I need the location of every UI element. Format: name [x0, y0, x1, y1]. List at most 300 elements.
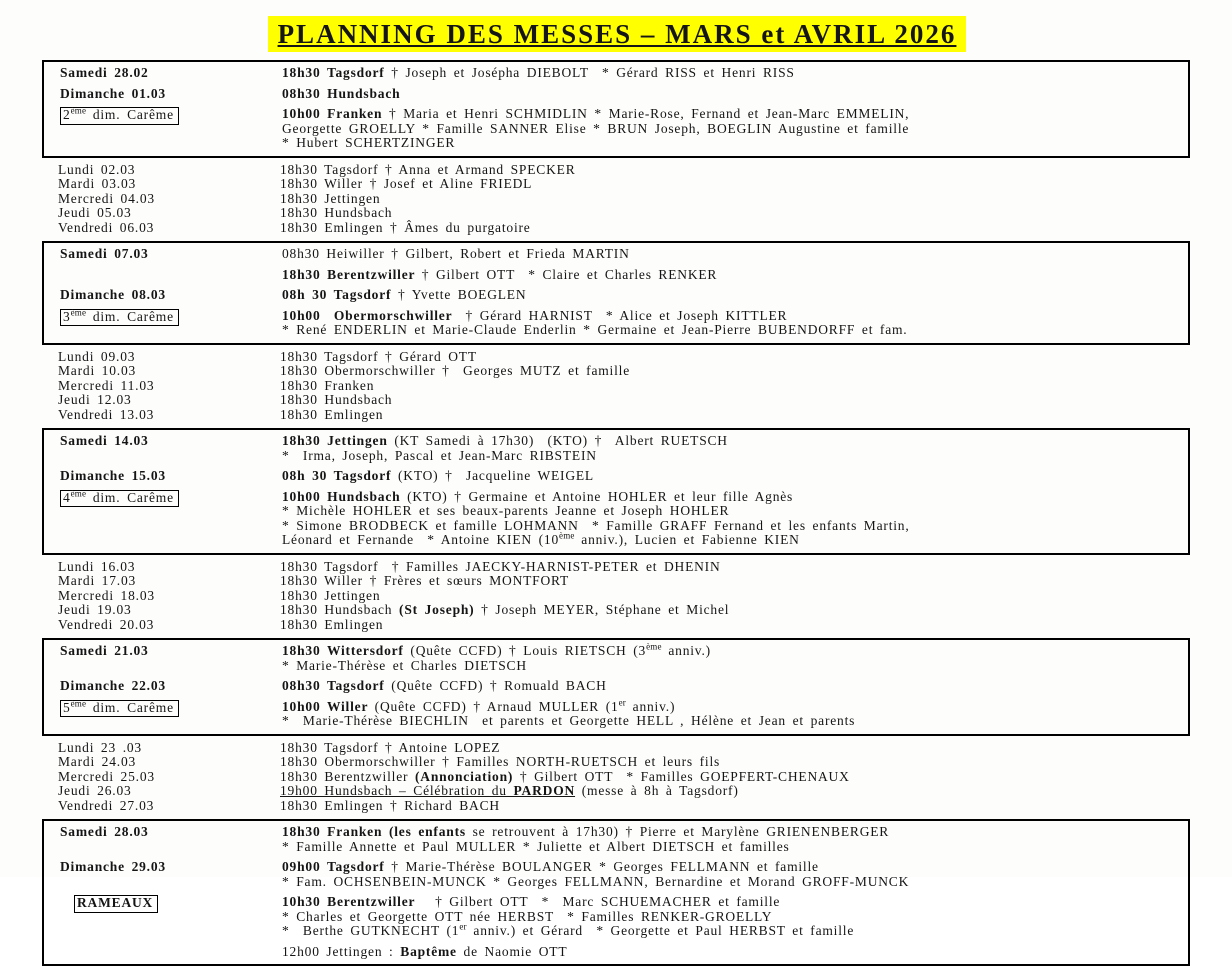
mass-line: [282, 714, 1180, 729]
mass-line: [280, 393, 1182, 408]
mass-line: [280, 221, 1182, 236]
mass-line: [282, 641, 1180, 659]
text-span: er: [618, 697, 626, 707]
text-span: anniv.), Lucien et Fabienne KIEN: [574, 532, 800, 547]
date-label: [58, 755, 280, 770]
date-label: [60, 247, 282, 262]
schedule-row: [58, 221, 1182, 236]
text-span: Dimanche 22.03: [60, 678, 166, 693]
mass-details: [280, 784, 1182, 799]
text-span: † Gérard HARNIST * Alice et Joseph KITTLER: [458, 307, 788, 323]
text-span: 18h30 Jettingen: [282, 433, 395, 448]
mass-details: [282, 268, 1180, 283]
mass-details: [280, 603, 1182, 618]
mass-details: [280, 408, 1182, 423]
date-label-text: [60, 309, 179, 327]
text-span: Samedi 07.03: [60, 246, 149, 261]
schedule-row: [60, 641, 1180, 673]
text-span: ème: [559, 530, 575, 541]
mass-details: [280, 192, 1182, 207]
text-span: Samedi 28.02: [60, 65, 149, 80]
mass-details: [280, 221, 1182, 236]
mass-details: [280, 350, 1182, 365]
text-span: * René ENDERLIN et Marie-Claude Enderlin * Germaine et Jean-Pierre BUBENDORFF et fam.: [282, 322, 908, 337]
text-span: 18h30 Tagsdorf † Antoine LOPEZ: [280, 739, 501, 755]
text-span: 18h30 Emlingen † Richard BACH: [280, 797, 500, 813]
mass-schedule: [42, 60, 1190, 966]
date-label-text: [60, 66, 149, 81]
text-span: 18h30 Emlingen † Âmes du purgatoire: [280, 219, 531, 235]
text-span: Samedi 21.03: [60, 643, 149, 658]
date-label-text: [60, 679, 166, 694]
date-label: [60, 66, 282, 81]
text-span: * Marie-Thérèse BIECHLIN et parents et Georgette HELL , Hélène et Jean et parents: [282, 713, 856, 728]
date-label-text: [58, 177, 136, 192]
date-label-text: [74, 895, 158, 913]
mass-line: [280, 192, 1182, 207]
title-bar: [42, 16, 1192, 52]
schedule-row: [60, 247, 1180, 262]
mass-details: [282, 66, 1180, 81]
text-span: 10h00 Franken: [282, 106, 389, 121]
date-label-text: [60, 469, 166, 484]
weekend-section: [42, 638, 1190, 736]
text-span: se retrouvent à 17h30) † Pierre et Marylène GRIENENBERGER: [472, 824, 890, 839]
text-span: Vendredi 13.03: [58, 406, 155, 422]
date-label: [58, 206, 280, 221]
schedule-row: [60, 679, 1180, 694]
text-span: anniv.): [625, 698, 676, 714]
date-label-text: [58, 408, 154, 423]
text-span: Mardi 17.03: [58, 573, 137, 588]
text-span: 18h30 Willer † Frères et sœurs MONTFORT: [280, 573, 570, 588]
text-span: de Naomie OTT: [456, 943, 568, 959]
mass-line: [282, 449, 1180, 464]
mass-line: [282, 825, 1180, 840]
mass-line: [282, 921, 1180, 939]
text-span: 18h30 Willer † Josef et Aline FRIEDL: [280, 176, 533, 191]
text-span: Dimanche 15.03: [60, 468, 166, 483]
date-label: [60, 469, 282, 484]
date-label: [60, 309, 282, 327]
text-span: Mardi 10.03: [58, 363, 137, 378]
mass-details: [282, 247, 1180, 262]
text-span: 10h00 Obermorschwiller: [282, 307, 459, 323]
date-label-text: [60, 288, 166, 303]
date-label: [60, 87, 282, 102]
text-span: 3: [63, 308, 71, 324]
date-label-text: [58, 163, 135, 178]
date-label: [58, 560, 280, 575]
text-span: Dimanche 01.03: [60, 85, 166, 101]
text-span: 18h30 Emlingen: [280, 616, 384, 632]
text-span: (Quête CCFD) † Romuald BACH: [391, 678, 607, 693]
schedule-row: [58, 163, 1182, 178]
text-span: Jeudi 12.03: [58, 392, 132, 407]
text-span: 18h30 Tagsdorf † Familles JAECKY-HARNIST-PETER et DHENIN: [280, 558, 721, 574]
date-label-text: [58, 379, 154, 394]
mass-details: [282, 107, 1180, 151]
schedule-row: [60, 434, 1180, 463]
text-span: * Berthe GUTKNECHT (1: [282, 923, 460, 938]
date-label: [58, 163, 280, 178]
mass-details: [280, 755, 1182, 770]
schedule-row: [58, 177, 1182, 192]
mass-line: [282, 519, 1180, 534]
mass-line: [280, 589, 1182, 604]
mass-line: [280, 799, 1182, 814]
text-span: PARDON: [513, 783, 576, 798]
mass-details: [280, 741, 1182, 756]
text-span: er: [459, 921, 467, 932]
mass-line: [282, 910, 1180, 925]
mass-line: [280, 784, 1182, 799]
text-span: 18h30 Emlingen: [280, 406, 384, 422]
date-label-text: [58, 755, 136, 770]
mass-details: [282, 825, 1180, 854]
schedule-row: [58, 603, 1182, 618]
schedule-row: [58, 393, 1182, 408]
text-span: Vendredi 06.03: [58, 219, 155, 235]
text-span: † Maria et Henri SCHMIDLIN * Marie-Rose, Fernand et Jean-Marc EMMELIN,: [388, 106, 910, 121]
text-span: RAMEAUX: [77, 895, 154, 910]
text-span: † Marie-Thérèse BOULANGER * Georges FELLMANN et famille: [391, 859, 819, 874]
schedule-row: [60, 309, 1180, 338]
text-span: Baptême: [400, 943, 457, 959]
date-label: [60, 679, 282, 694]
text-span: Léonard et Fernande * Antoine KIEN (10: [282, 532, 560, 547]
text-span: ème: [70, 698, 87, 708]
mass-line: [282, 66, 1180, 81]
mass-line: [282, 122, 1180, 137]
mass-details: [282, 490, 1180, 548]
text-span: Lundi 02.03: [58, 161, 136, 177]
text-span: * Charles et Georgette OTT née HERBST * Familles RENKER-GROELLY: [282, 908, 773, 924]
text-span: 18h30 Berentzwiller: [280, 768, 415, 784]
schedule-row: [58, 206, 1182, 221]
mass-line: [280, 618, 1182, 633]
mass-details: [280, 574, 1182, 589]
text-span: (KTO) † Jacqueline WEIGEL: [397, 468, 594, 483]
text-span: † Joseph et Josépha DIEBOLT * Gérard RISS et Henri RISS: [391, 65, 795, 80]
date-label-text: [58, 603, 132, 618]
text-span: dim. Carême: [86, 308, 174, 324]
text-span: Jeudi 05.03: [58, 205, 132, 220]
date-label: [60, 268, 282, 283]
text-span: 2: [63, 107, 71, 122]
date-label-text: [58, 192, 155, 207]
text-span: † Gilbert OTT * Familles GOEPFERT-CHENAUX: [513, 768, 850, 784]
mass-details: [280, 364, 1182, 379]
text-span: 18h30 Hundsbach: [280, 602, 400, 617]
date-label: [58, 770, 280, 785]
text-span: † Gilbert OTT * Claire et Charles RENKER: [421, 266, 718, 282]
date-label-text: [58, 364, 136, 379]
mass-line: [282, 323, 1180, 338]
mass-line: [282, 469, 1180, 484]
mass-line: [282, 87, 1180, 102]
mass-details: [280, 770, 1182, 785]
text-span: (KTO) † Germaine et Antoine HOHLER et leur fille Agnès: [407, 488, 794, 504]
schedule-row: [60, 945, 1180, 960]
text-span: 08h30 Tagsdorf: [282, 678, 392, 693]
mass-details: [280, 618, 1182, 633]
schedule-row: [58, 350, 1182, 365]
schedule-row: [58, 755, 1182, 770]
text-span: * Michèle HOHLER et ses beaux-parents Jeanne et Joseph HOHLER: [282, 503, 730, 518]
date-label: [60, 825, 282, 840]
date-label-text: [58, 618, 154, 633]
mass-line: [280, 379, 1182, 394]
date-label: [58, 221, 280, 236]
mass-line: [280, 560, 1182, 575]
date-label: [58, 589, 280, 604]
schedule-row: [60, 268, 1180, 283]
text-span: Jeudi 19.03: [58, 602, 132, 617]
mass-line: [282, 268, 1180, 283]
date-label: [58, 799, 280, 814]
date-label: [58, 408, 280, 423]
schedule-row: [58, 799, 1182, 814]
text-span: * Hubert SCHERTZINGER: [282, 135, 456, 150]
weekday-section: [42, 160, 1190, 240]
text-span: anniv.) et Gérard * Georgette et Paul HERBST et famille: [466, 923, 855, 938]
schedule-row: [60, 895, 1180, 939]
date-label-text: [60, 490, 179, 508]
text-span: Georgette GROELLY * Famille SANNER Elise * BRUN Joseph, BOEGLIN Augustine et famille: [282, 120, 910, 136]
schedule-row: [60, 107, 1180, 151]
schedule-row: [58, 618, 1182, 633]
text-span: (Quête CCFD) † Louis RIETSCH (3: [410, 643, 647, 658]
text-span: 18h30 Tagsdorf † Anna et Armand SPECKER: [280, 161, 576, 177]
mass-details: [282, 469, 1180, 484]
date-label: [60, 700, 282, 718]
schedule-row: [58, 589, 1182, 604]
text-span: 18h30 Tagsdorf † Gérard OTT: [280, 348, 477, 364]
date-label-text: [60, 107, 179, 125]
mass-line: [280, 163, 1182, 178]
text-span: † Yvette BOEGLEN: [397, 287, 527, 302]
text-span: * Fam. OCHSENBEIN-MUNCK * Georges FELLMANN, Bernardine et Morand GROFF-MUNCK: [282, 873, 910, 889]
mass-line: [280, 364, 1182, 379]
text-span: Mercredi 11.03: [58, 377, 155, 393]
schedule-row: [60, 66, 1180, 81]
weekday-section: [42, 557, 1190, 637]
text-span: 18h30 Hundsbach: [280, 392, 393, 407]
weekend-section: [42, 428, 1190, 555]
mass-line: [282, 247, 1180, 262]
text-span: (Quête CCFD) † Arnaud MULLER (1: [374, 698, 619, 714]
text-span: 18h30 Obermorschwiller † Familles NORTH-RUETSCH et leurs fils: [280, 754, 721, 769]
text-span: (KT Samedi à 17h30) (KTO) † Albert RUETSCH: [394, 433, 728, 448]
mass-details: [280, 799, 1182, 814]
text-span: 18h30 Berentzwiller: [282, 266, 422, 282]
mass-details: [280, 379, 1182, 394]
mass-details: [280, 163, 1182, 178]
mass-line: [280, 741, 1182, 756]
weekend-section: [42, 60, 1190, 158]
text-span: * Simone BRODBECK et famille LOHMANN * Famille GRAFF Fernand et les enfants Martin,: [282, 517, 910, 533]
date-label-text: [58, 560, 135, 575]
text-span: 5: [63, 699, 71, 715]
text-span: Mercredi 04.03: [58, 190, 155, 206]
date-label: [58, 393, 280, 408]
schedule-row: [58, 741, 1182, 756]
mass-details: [282, 697, 1180, 729]
text-span: Mardi 03.03: [58, 176, 137, 191]
text-span: Mercredi 25.03: [58, 768, 155, 784]
date-label-text: [58, 574, 136, 589]
text-span: * Irma, Joseph, Pascal et Jean-Marc RIBSTEIN: [282, 447, 597, 463]
schedule-row: [60, 825, 1180, 854]
mass-details: [282, 895, 1180, 939]
date-label-text: [58, 770, 155, 785]
text-span: ème: [70, 488, 87, 498]
text-span: (Annonciation): [414, 768, 514, 784]
mass-details: [282, 945, 1180, 960]
date-label-text: [60, 825, 149, 840]
text-span: dim. Carême: [86, 699, 174, 715]
date-label-text: [58, 350, 135, 365]
date-label: [58, 603, 280, 618]
date-label-text: [60, 860, 166, 875]
date-label: [60, 288, 282, 303]
date-label: [60, 107, 282, 125]
mass-details: [282, 309, 1180, 338]
text-span: 10h30 Berentzwiller: [282, 894, 422, 909]
text-span: 18h30 Obermorschwiller † Georges MUTZ et famille: [280, 363, 631, 378]
text-span: 4: [63, 489, 71, 505]
mass-line: [282, 945, 1180, 960]
date-label-text: [58, 784, 132, 799]
date-label: [58, 574, 280, 589]
text-span: (messe à 8h à Tagsdorf): [575, 783, 739, 798]
mass-line: [280, 755, 1182, 770]
date-label-text: [60, 644, 149, 659]
schedule-row: [60, 490, 1180, 548]
text-span: * Marie-Thérèse et Charles DIETSCH: [282, 657, 527, 673]
text-span: Mercredi 18.03: [58, 587, 155, 603]
schedule-row: [58, 770, 1182, 785]
mass-line: [280, 177, 1182, 192]
mass-line: [282, 136, 1180, 151]
weekday-section: [42, 738, 1190, 818]
text-span: Dimanche 08.03: [60, 287, 166, 302]
schedule-row: [58, 364, 1182, 379]
date-label: [60, 490, 282, 508]
date-label-text: [60, 434, 149, 449]
text-span: 18h30 Franken: [280, 377, 375, 393]
text-span: * Famille Annette et Paul MULLER * Juliette et Albert DIETSCH et familles: [282, 838, 790, 854]
text-span: Vendredi 20.03: [58, 616, 155, 632]
date-label-text: [58, 206, 132, 221]
mass-line: [282, 490, 1180, 505]
text-span: 08h30 Heiwiller † Gilbert, Robert et Frieda MARTIN: [282, 246, 630, 261]
date-label-text: [60, 700, 179, 718]
text-span: 10h00 Willer: [282, 698, 375, 714]
date-label-text: [58, 221, 154, 236]
text-span: 08h 30 Tagsdorf: [282, 287, 398, 302]
mass-details: [282, 434, 1180, 463]
text-span: Dimanche 29.03: [60, 859, 166, 874]
text-span: 12h00 Jettingen :: [282, 943, 401, 959]
text-span: † Gilbert OTT * Marc SCHUEMACHER et famille: [421, 894, 781, 909]
mass-line: [280, 770, 1182, 785]
mass-details: [282, 288, 1180, 303]
text-span: (St Joseph): [399, 602, 475, 617]
date-label: [60, 644, 282, 659]
text-span: 18h30 Franken (les enfants: [282, 824, 473, 839]
mass-line: [282, 434, 1180, 449]
schedule-row: [60, 860, 1180, 889]
mass-line: [280, 603, 1182, 618]
mass-line: [282, 107, 1180, 122]
text-span: Jeudi 26.03: [58, 783, 132, 798]
text-span: 08h 30 Tagsdorf: [282, 468, 398, 483]
date-label-text: [60, 87, 166, 102]
text-span: Lundi 09.03: [58, 348, 136, 364]
text-span: 18h30 Jettingen: [280, 190, 381, 206]
mass-details: [282, 641, 1180, 673]
date-label: [60, 860, 282, 875]
date-label: [58, 784, 280, 799]
schedule-row: [58, 408, 1182, 423]
text-span: Lundi 23 .03: [58, 739, 142, 755]
text-span: Samedi 14.03: [60, 433, 149, 448]
mass-line: [282, 697, 1180, 715]
date-label: [60, 945, 282, 960]
date-label: [60, 895, 282, 913]
date-label: [58, 618, 280, 633]
mass-line: [282, 860, 1180, 875]
mass-line: [282, 679, 1180, 694]
schedule-row: [58, 560, 1182, 575]
schedule-row: [60, 87, 1180, 102]
mass-details: [280, 589, 1182, 604]
text-span: anniv.): [661, 643, 711, 658]
text-span: 18h30 Hundsbach: [280, 205, 393, 220]
text-span: Mardi 24.03: [58, 754, 137, 769]
mass-line: [282, 659, 1180, 674]
mass-line: [282, 288, 1180, 303]
date-label: [58, 177, 280, 192]
weekend-section: [42, 241, 1190, 345]
mass-details: [282, 87, 1180, 102]
text-span: 18h30 Tagsdorf: [282, 65, 392, 80]
schedule-row: [58, 574, 1182, 589]
text-span: ème: [70, 105, 87, 116]
mass-details: [280, 393, 1182, 408]
page-title: PLANNING DES MESSES – MARS et AVRIL 2026: [268, 16, 967, 52]
schedule-row: [60, 288, 1180, 303]
text-span: 18h30 Jettingen: [280, 587, 381, 603]
date-label: [58, 192, 280, 207]
date-label-text: [58, 741, 142, 756]
date-label: [60, 434, 282, 449]
text-span: 08h30 Hundsbach: [282, 85, 401, 101]
weekday-section: [42, 347, 1190, 427]
mass-line: [282, 895, 1180, 910]
text-span: Lundi 16.03: [58, 558, 136, 574]
text-span: ème: [70, 307, 87, 317]
mass-details: [280, 177, 1182, 192]
date-label: [58, 350, 280, 365]
schedule-row: [60, 469, 1180, 484]
date-label: [58, 364, 280, 379]
mass-details: [280, 206, 1182, 221]
date-label-text: [58, 799, 154, 814]
mass-details: [282, 860, 1180, 889]
